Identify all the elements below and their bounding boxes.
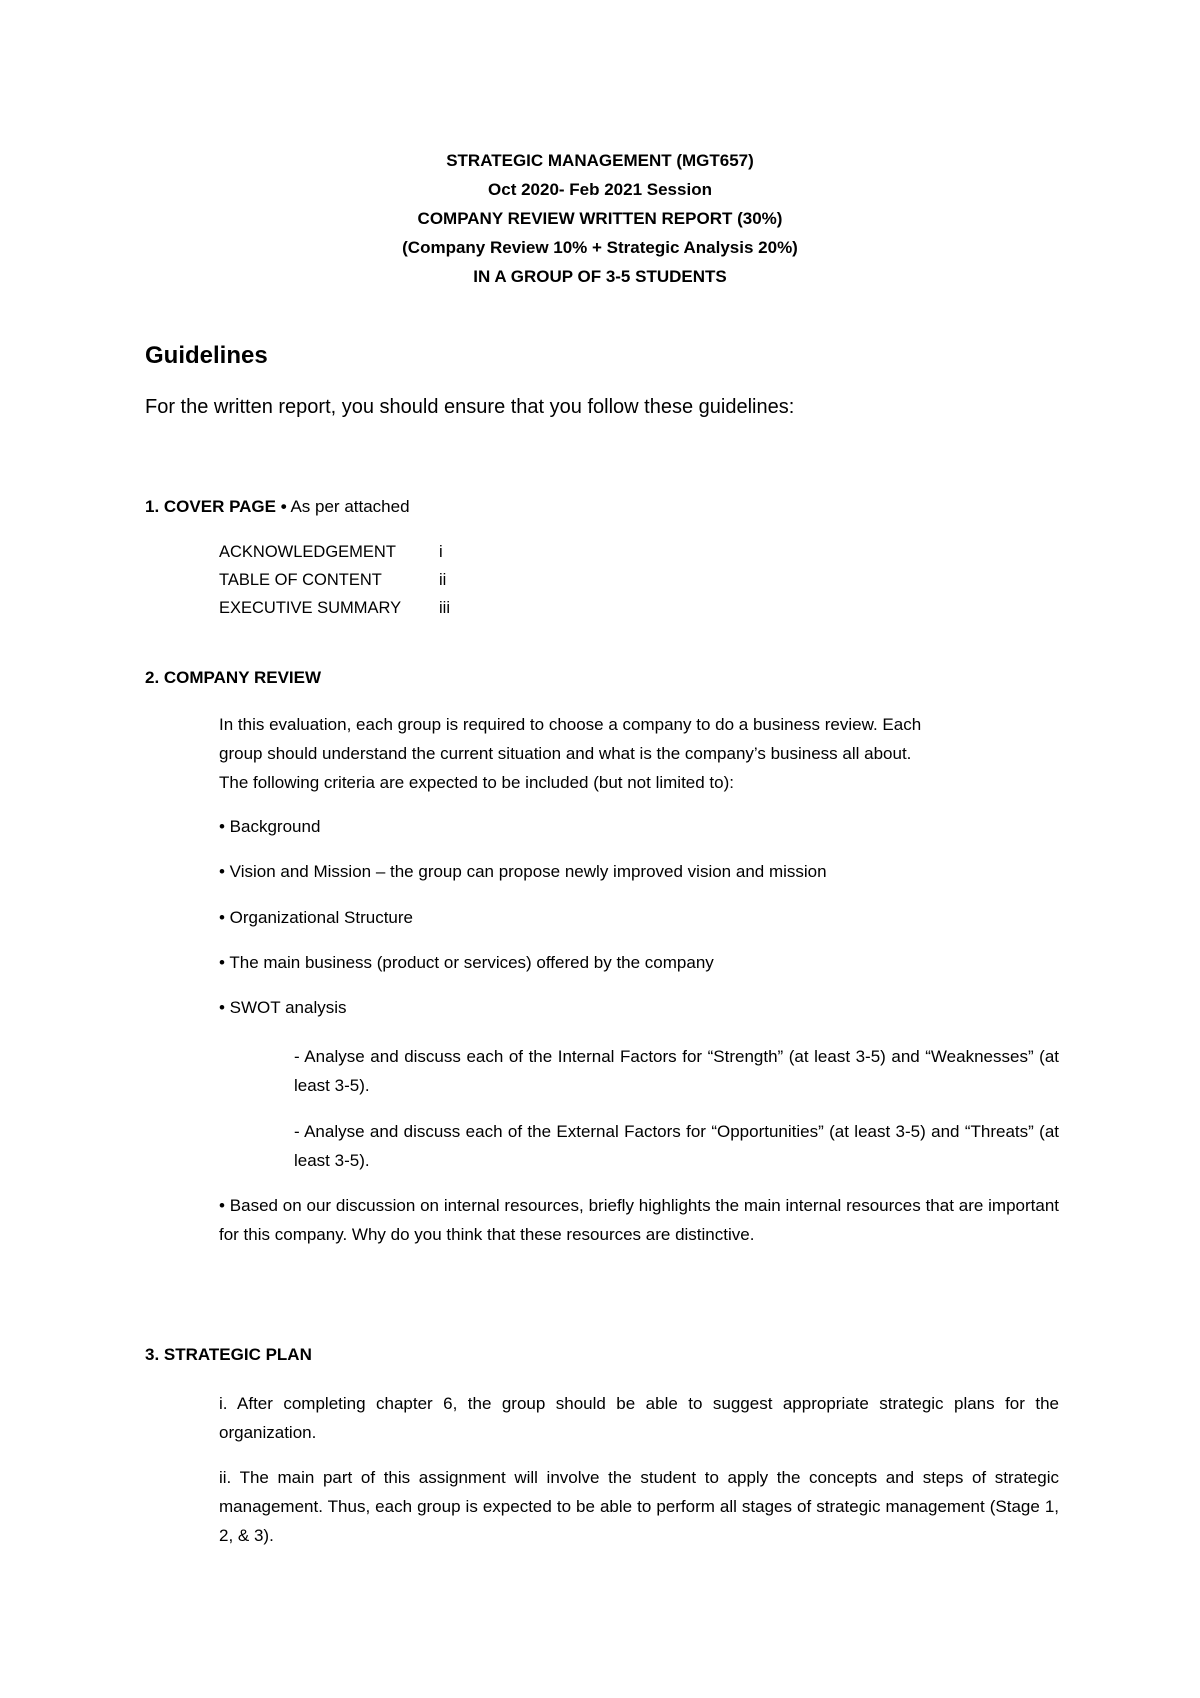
toc-row <box>219 566 450 594</box>
strategic-plan-item-i: i. After completing chapter 6, the group should be able to suggest appropriate strategic plans for the organization. <box>219 1394 1059 1442</box>
report-title: COMPANY REVIEW WRITTEN REPORT (30%) <box>417 209 783 228</box>
swot-external-factors: - Analyse and discuss each of the External Factors for “Opportunities” (at least 3-5) and “Threats” (at least 3-5). <box>294 1122 1059 1170</box>
toc-row <box>219 538 450 566</box>
intro-line: In this evaluation, each group is required to choose a company to do a business review. Each <box>219 715 922 734</box>
section-3-heading: 3. STRATEGIC PLAN <box>145 1345 312 1364</box>
intro-line: group should understand the current situation and what is the company’s business all about. <box>219 744 912 763</box>
toc-row <box>219 594 450 622</box>
toc-page: ii <box>439 571 447 589</box>
section-1-heading <box>145 497 410 517</box>
session-line: Oct 2020- Feb 2021 Session <box>488 180 712 199</box>
section-2-heading: 2. COMPANY REVIEW <box>145 668 322 687</box>
criteria-bullet: • The main business (product or services) offered by the company <box>219 953 714 972</box>
toc-page: iii <box>439 599 450 617</box>
intro-line: The following criteria are expected to be included (but not limited to): <box>219 773 734 792</box>
guidelines-intro: For the written report, you should ensure that you follow these guidelines: <box>145 396 795 418</box>
document-header <box>0 146 1200 291</box>
criteria-bullet: • Vision and Mission – the group can propose newly improved vision and mission <box>219 862 827 881</box>
criteria-bullet: • SWOT analysis <box>219 998 347 1017</box>
internal-resources-bullet: • Based on our discussion on internal resources, briefly highlights the main internal resources that are important for this company. Why do you think that these resources are distinctive. <box>219 1196 1059 1244</box>
toc-page: i <box>439 543 443 561</box>
company-review-intro <box>219 710 1059 797</box>
swot-internal-factors: - Analyse and discuss each of the Internal Factors for “Strength” (at least 3-5) and “Weaknesses” (at least 3-5). <box>294 1047 1059 1095</box>
criteria-bullet: • Background <box>219 817 321 836</box>
toc-label: TABLE OF CONTENT <box>219 571 382 589</box>
strategic-plan-item-ii: ii. The main part of this assignment will involve the student to apply the concepts and steps of strategic management. Thus, each group is expected to be able to perform all stages of strategic management (Stage 1, 2, & 3). <box>219 1468 1059 1545</box>
section-1-note: As per attached <box>286 497 410 516</box>
guidelines-heading: Guidelines <box>145 342 268 369</box>
criteria-bullet: • Organizational Structure <box>219 908 413 927</box>
course-title: STRATEGIC MANAGEMENT (MGT657) <box>446 151 754 170</box>
table-of-contents-list <box>219 538 450 622</box>
weightage-line: (Company Review 10% + Strategic Analysis 20%) <box>402 238 798 257</box>
group-size-line: IN A GROUP OF 3-5 STUDENTS <box>473 267 727 286</box>
toc-label: EXECUTIVE SUMMARY <box>219 599 402 617</box>
toc-label: ACKNOWLEDGEMENT <box>219 543 396 561</box>
section-1-title: 1. COVER PAGE • <box>145 497 287 516</box>
